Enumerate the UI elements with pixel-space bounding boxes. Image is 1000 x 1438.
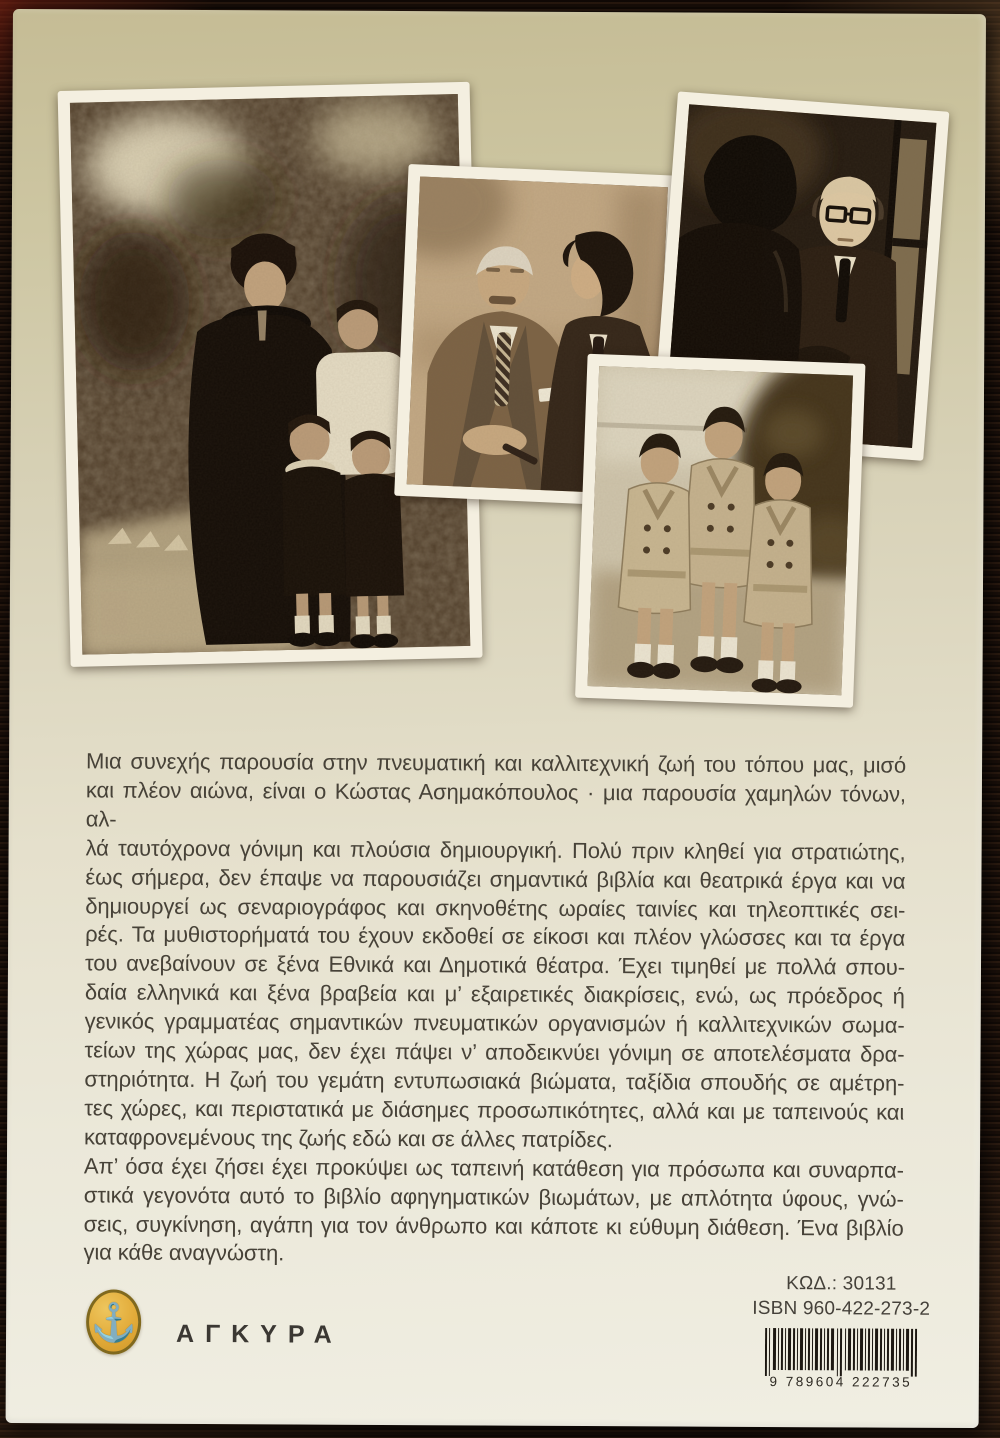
description-line: για κάθε αναγνώστη. <box>83 1239 285 1266</box>
description-line: τες χώρες, και περιστατικά με διάσημες προσωπικότητες, αλλά και με ταπεινούς και <box>84 1095 905 1125</box>
description-line: γενικός γραμματέας σημαντικών πνευματικών οργανισμών ή καλλιτεχνικών σωμα- <box>84 1008 905 1038</box>
description-line: λά ταυτόχρονα γόνιμη και πλούσια δημιουργική. Πολύ πριν κληθεί για στρατιώτης, <box>85 835 906 865</box>
barcode-bars <box>765 1328 917 1377</box>
product-code: ΚΩΔ.: 30131 <box>786 1273 897 1295</box>
description-line: καταφρονεμένους της ζωής εδώ και σε άλλες πατρίδες. <box>84 1124 613 1152</box>
isbn: ISBN 960-422-273-2 <box>752 1297 931 1320</box>
anchor-icon: ⚓ <box>90 1302 137 1344</box>
description-line: Μια συνεχής παρουσία στην πνευματική και καλλιτεχνική ζωή του τόπου μας, μισό <box>85 748 907 778</box>
three-boys-photo-image <box>588 366 854 695</box>
description-line: Απ’ όσα έχει ζήσει έχει προκύψει ως ταπεινή κατάθεση για πρόσωπα και συναρπα- <box>83 1153 904 1183</box>
description-line: ρές. Τα μυθιστορήματά του έχουν εκδοθεί σε είκοσι και πλέον γλώσσες και τα έργα <box>85 921 906 952</box>
description-line: τείων της χώρας μας, δεν έχει πάψει ν’ αποδεικνύει γόνιμη σε αποτελέσματα δρα- <box>84 1037 905 1067</box>
three-boys-photo <box>575 354 865 708</box>
description-line: δημιουργεί ως σεναριογράφος και σκηνοθέτης ωραίες ταινίες και τηλεοπτικές σει- <box>85 892 906 923</box>
description-line: στηριότητα. Η ζωή του γεμάτη εντυπωσιακά βιώματα, ταξίδια σπουδής σε αμέτρη- <box>84 1066 905 1096</box>
description-line: έως σήμερα, δεν έπαψε να παρουσιάζει σημαντικά βιβλία και θεατρικά έργα και να <box>85 864 906 894</box>
description-line: και πλέον αιώνα, είναι ο Κώστας Ασημακόπουλος · μια παρουσία χαμηλών τόνων, αλ- <box>85 777 906 832</box>
description-line: στικά γεγονότα αυτό το βιβλίο αφηγηματικών βιωμάτων, με απλότητα ύφους, γνώ- <box>83 1181 904 1212</box>
book-back-cover <box>6 9 986 1428</box>
description-line: του ανεβαίνουν σε ξένα Εθνικά και Δημοτικά θέατρα. Έχει τιμηθεί με πολλά σπου- <box>84 950 906 981</box>
publisher-name: ΑΓΚΥΡΑ <box>175 1319 343 1349</box>
barcode <box>765 1328 917 1377</box>
codes-block <box>748 1271 935 1390</box>
publisher-logo <box>86 1289 141 1354</box>
description-line: δαία ελληνικά και ξένα βραβεία και μ’ εξαιρετικές διακρίσεις, ενώ, ως πρόεδρος ή <box>84 979 905 1009</box>
description-line: σεις, συγκίνηση, αγάπη για τον άνθρωπο και κάποτε κι εύθυμη διάθεση. Ένα βιβλίο <box>83 1210 904 1241</box>
barcode-digits: 9 789604 222735 <box>769 1373 913 1390</box>
book-description <box>83 747 906 1272</box>
